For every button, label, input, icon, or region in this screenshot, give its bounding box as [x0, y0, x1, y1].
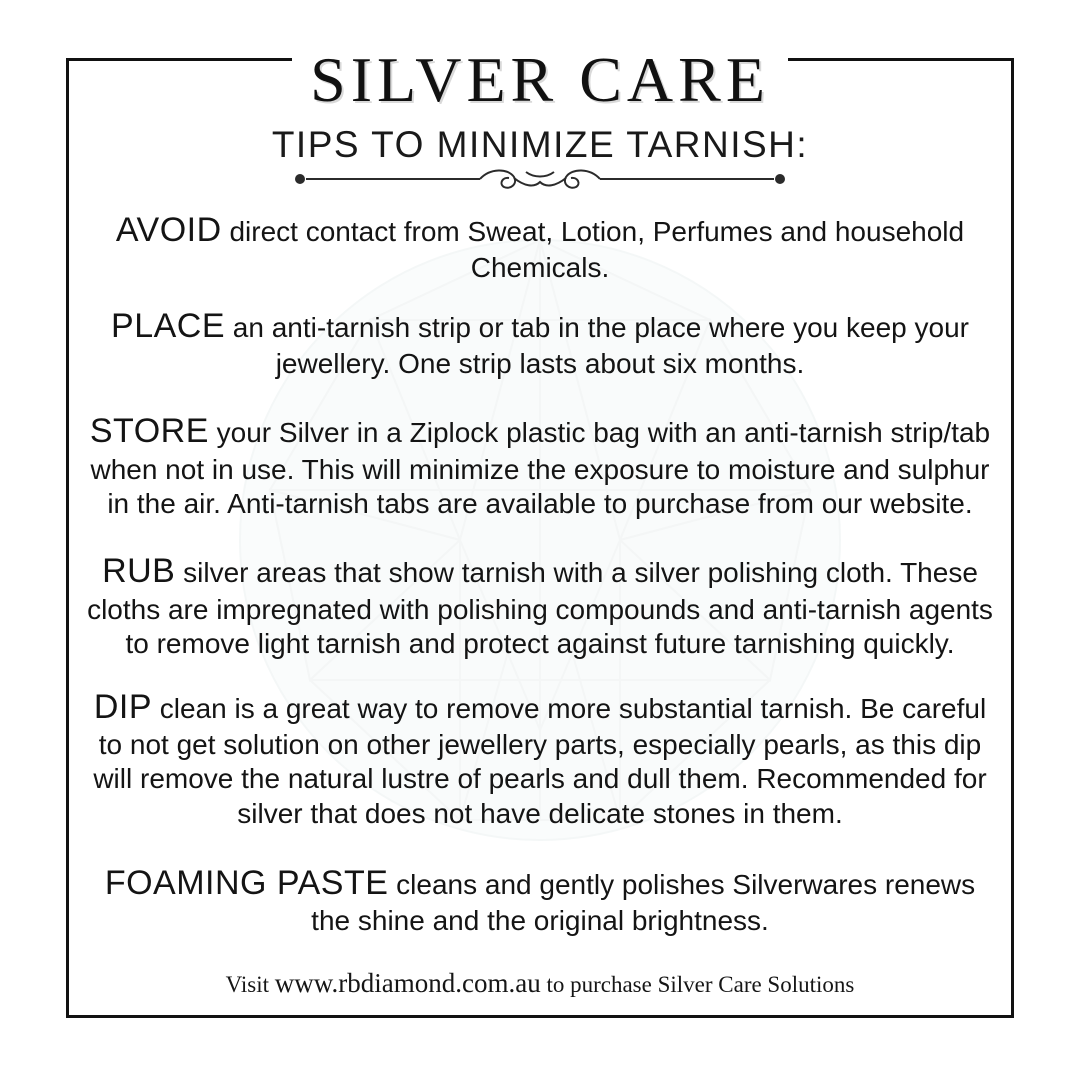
website-link[interactable]: www.rbdiamond.com.au [274, 968, 541, 998]
tip-rub [86, 551, 994, 661]
tip-place-lead: PLACE [111, 306, 226, 345]
tip-store-text: your Silver in a Ziplock plastic bag with an anti-tarnish strip/tab when not in use. This will minimize the exposure to moisture and sulphur in the air. Anti-tarnish tabs are available to purchase from our website. [90, 417, 991, 519]
ornamental-flourish-divider [290, 166, 790, 202]
tips-list [86, 210, 994, 972]
tip-avoid-lead: AVOID [115, 211, 222, 249]
footer-note [86, 968, 994, 999]
title-container [0, 46, 1080, 113]
tip-place-text: an anti-tarnish strip or tab in the place where you keep your jewellery. One strip lasts about six months. [225, 311, 969, 380]
tip-foaming-paste-text: cleans and gently polishes Silverwares renews the shine and the original brightness. [311, 868, 976, 937]
tip-avoid-text: direct contact from Sweat, Lotion, Perfumes and household Chemicals. [221, 216, 965, 284]
footer-prefix: Visit [225, 972, 275, 997]
tip-store [86, 411, 994, 521]
tip-foaming-paste-lead: FOAMING PASTE [104, 863, 389, 902]
page-subtitle: TIPS TO MINIMIZE TARNISH: [271, 124, 809, 165]
tip-store-lead: STORE [89, 412, 209, 451]
tip-rub-text: silver areas that show tarnish with a silver polishing cloth. These cloths are impregnated with polishing compounds and anti-tarnish agents to remove light tarnish and protect against future tarnishing quickly. [87, 557, 993, 659]
tip-dip-lead: DIP [93, 687, 152, 726]
tip-dip [86, 687, 994, 831]
tip-rub-lead: RUB [102, 552, 176, 591]
tip-dip-text: clean is a great way to remove more substantial tarnish. Be careful to not get solution on other jewellery parts, especially pearls, as this dip will remove the natural lustre of pearls and dull them. Recommended for silver that does not have delicate stones in them. [93, 692, 987, 829]
tip-foaming-paste [86, 863, 994, 939]
footer-suffix: to purchase Silver Care Solutions [540, 972, 855, 997]
tip-place [86, 306, 994, 382]
tip-avoid [86, 210, 994, 286]
page-title: SILVER CARE [292, 46, 788, 113]
